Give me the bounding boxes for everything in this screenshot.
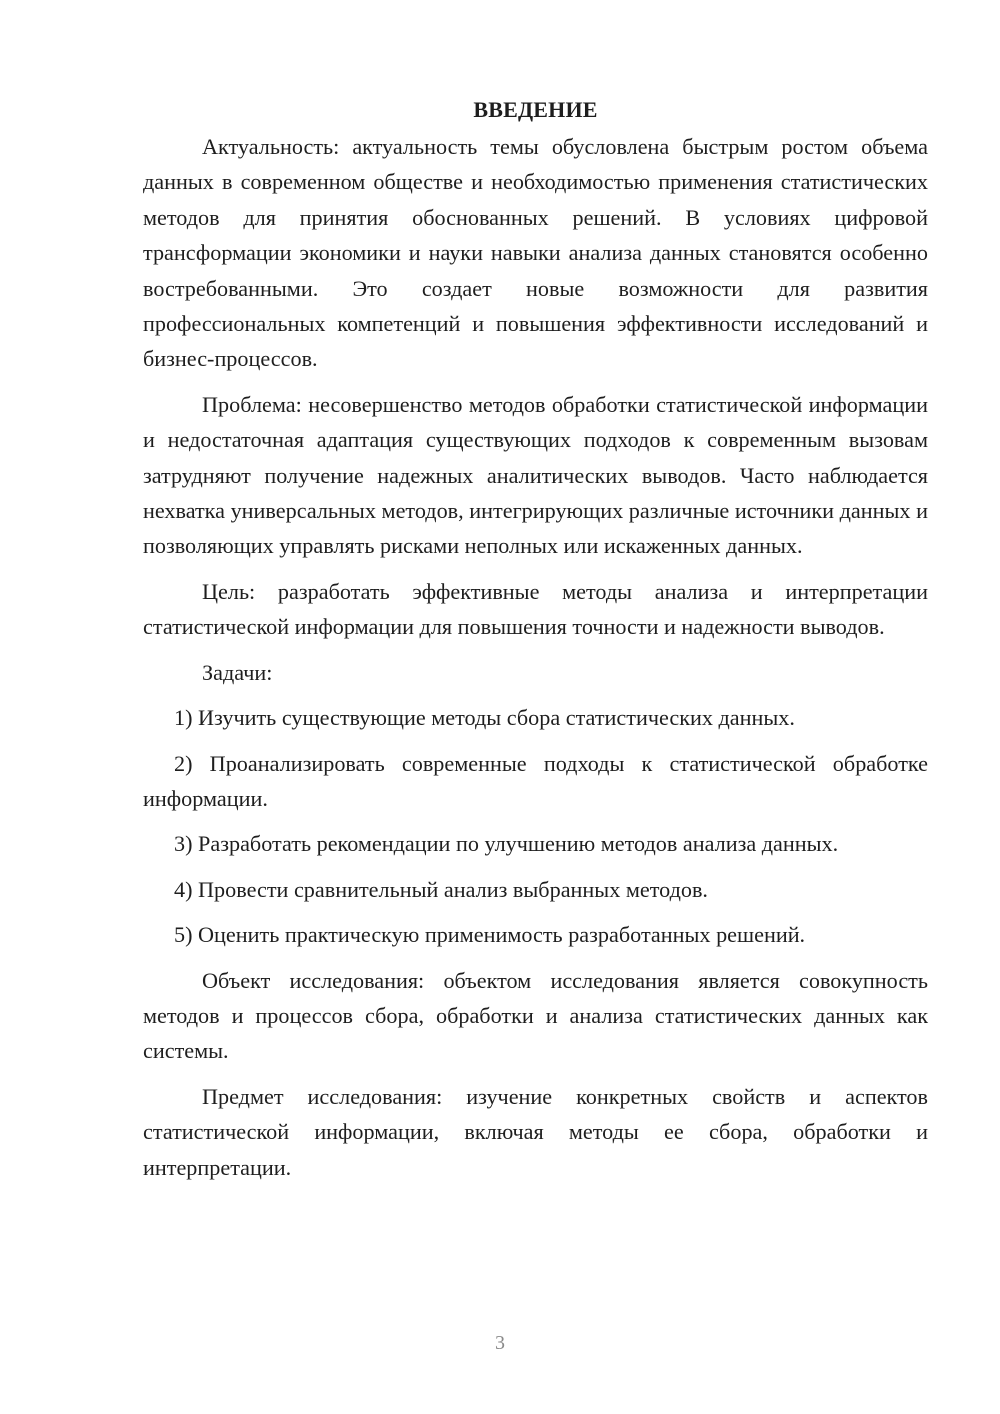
task-item-3: 3) Разработать рекомендации по улучшению методов анализа данных.	[174, 831, 839, 857]
goal-paragraph: Цель: разработать эффективные методы анализа и интерпретации статистической информации для повышения точности и надежности выводов.	[143, 578, 928, 640]
page-number: 3	[495, 1332, 505, 1354]
task-item-4: 4) Провести сравнительный анализ выбранных методов.	[174, 876, 708, 902]
task-item-2: 2) Проанализировать современные подходы к статистической обработке информации.	[143, 750, 928, 811]
tasks-list	[143, 700, 928, 952]
object-paragraph: Объект исследования: объектом исследования является совокупность методов и процессов сбора, обработки и анализа статистических данных как системы.	[143, 967, 928, 1064]
subject-paragraph: Предмет исследования: изучение конкретных свойств и аспектов статистической информации, включая методы ее сбора, обработки и интерпретации.	[143, 1083, 928, 1180]
tasks-heading: Задачи:	[202, 659, 273, 685]
task-item-1: 1) Изучить существующие методы сбора статистических данных.	[174, 705, 795, 731]
section-heading: ВВЕДЕНИЕ	[473, 97, 598, 122]
document-page	[143, 92, 928, 1195]
relevance-paragraph: Актуальность: актуальность темы обусловлена быстрым ростом объема данных в современном обществе и необходимостью применения статистических методов для принятия обоснованных решений. В условиях цифровой трансформации экономики и науки навыки анализа данных становятся особенно востребованными. Это создает новые возможности для развития профессиональных компетенций и повышения эффективности исследований и бизнес-процессов.	[143, 134, 928, 372]
task-item-5: 5) Оценить практическую применимость разработанных решений.	[174, 922, 806, 948]
problem-paragraph: Проблема: несовершенство методов обработки статистической информации и недостаточная адаптация существующих подходов к современным вызовам затрудняют получение надежных аналитических выводов. Часто наблюдается нехватка универсальных методов, интегрирующих различные источники данных и позволяющих управлять рисками неполных или искаженных данных.	[143, 391, 928, 559]
